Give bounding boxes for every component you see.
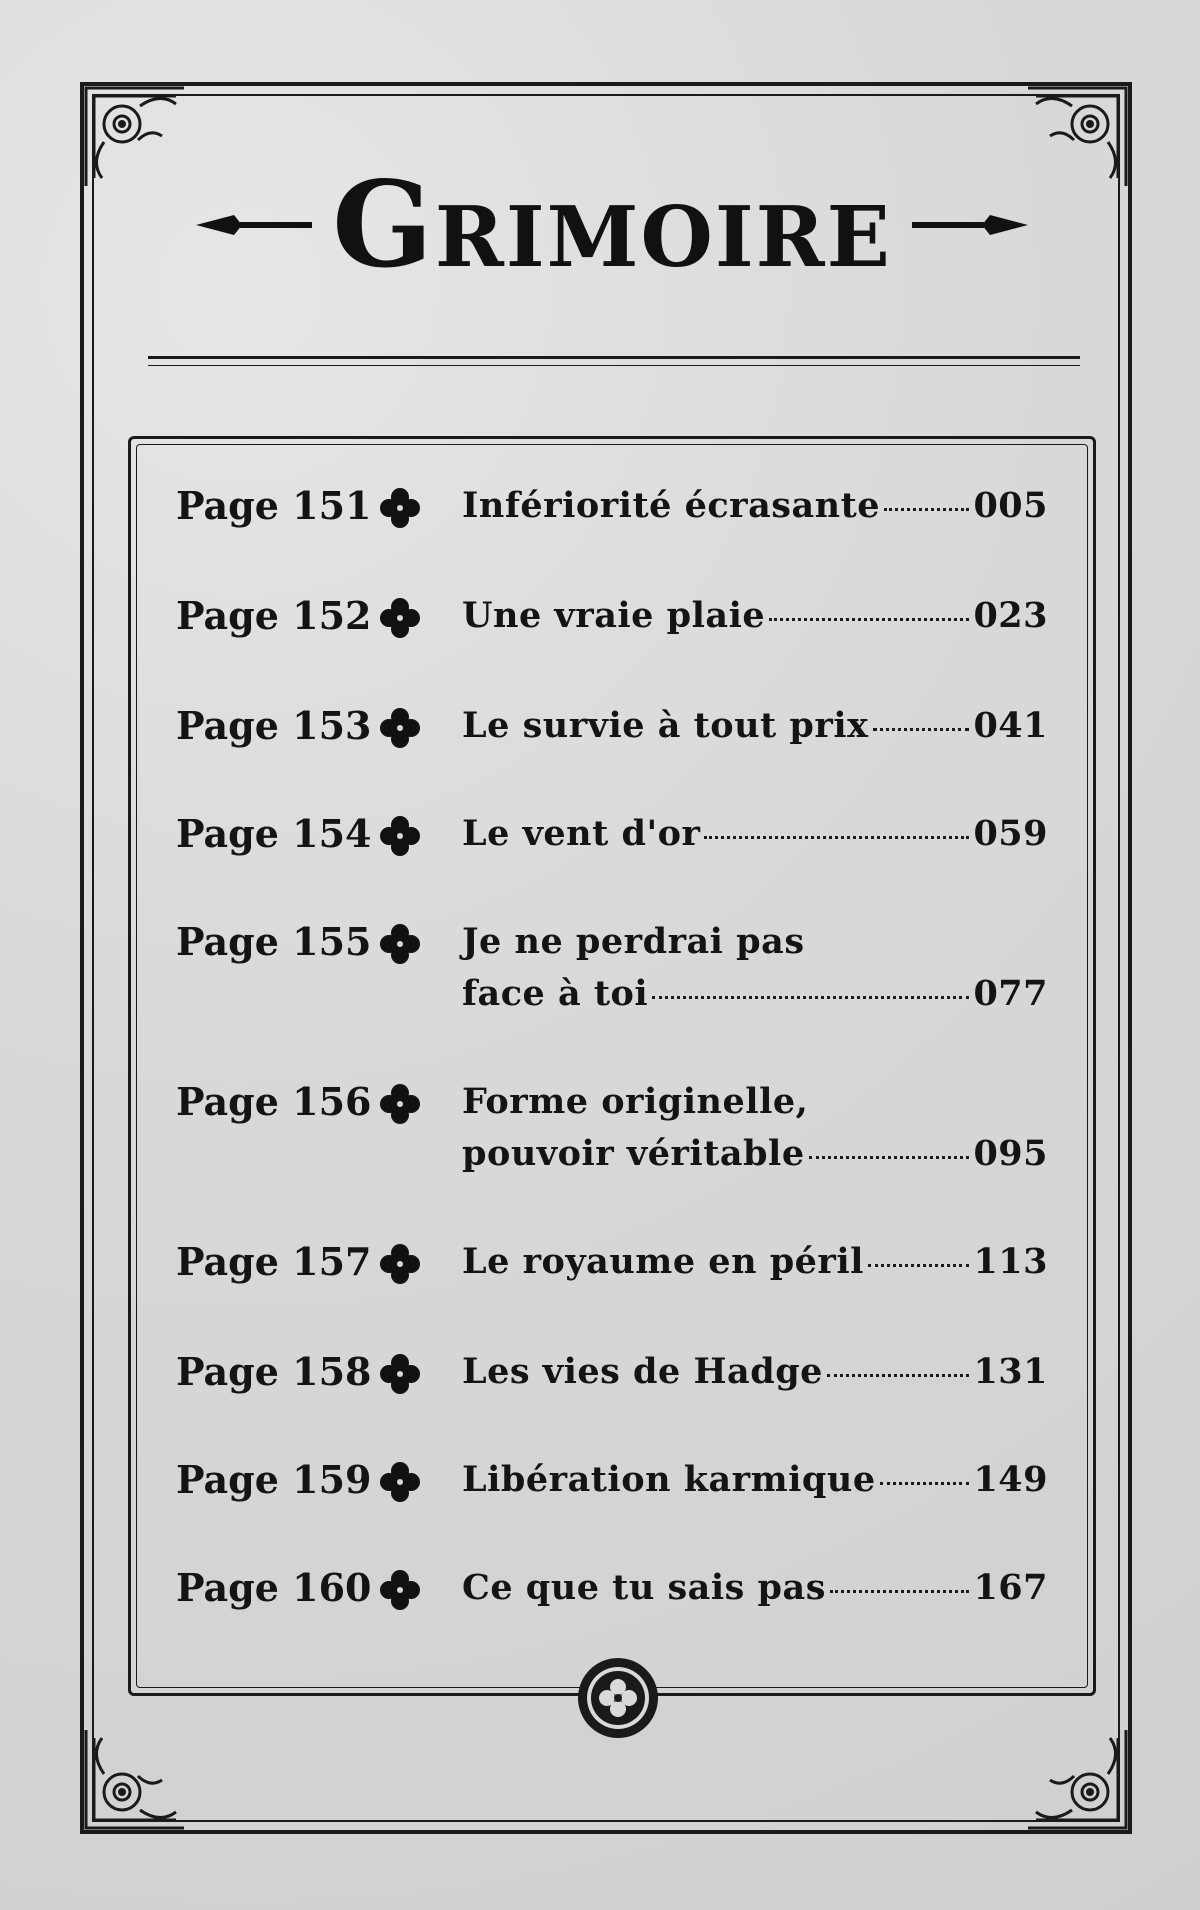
toc-entry-page-number: 005 — [973, 485, 1048, 526]
toc-entry-title-text: Le royaume en péril — [462, 1241, 864, 1282]
toc-entry-label: Page 157 — [176, 1239, 372, 1284]
toc-entry-title — [462, 700, 1048, 752]
toc-entry-line — [462, 1346, 1048, 1398]
dot-leader — [830, 1590, 970, 1593]
title-divider — [148, 356, 1080, 366]
toc-entry-label: Page 158 — [176, 1349, 372, 1394]
toc-entry-page-number: 167 — [973, 1567, 1048, 1608]
toc-entry-label: Page 156 — [176, 1079, 372, 1124]
toc-entry-title — [462, 916, 1048, 1020]
toc-entry-title — [462, 1236, 1048, 1288]
clover-icon — [378, 1568, 422, 1612]
clover-icon — [378, 1460, 422, 1504]
toc-entry-line — [462, 968, 1048, 1020]
toc-entry-page-number: 059 — [973, 813, 1048, 854]
toc-entry-page-number: 077 — [973, 973, 1048, 1014]
filigree-corner-icon — [1022, 1724, 1132, 1834]
clover-icon — [378, 706, 422, 750]
toc-entry-title-text: Les vies de Hadge — [462, 1351, 823, 1392]
dot-leader — [809, 1156, 970, 1159]
toc-entry-line — [462, 1454, 1048, 1506]
toc-entry-line — [462, 1128, 1048, 1180]
toc-entry-page-number: 095 — [973, 1133, 1048, 1174]
toc-entry-line — [462, 1562, 1048, 1614]
toc-entry-label: Page 153 — [176, 703, 372, 748]
clover-medallion-icon — [576, 1656, 660, 1740]
toc-entry-line — [462, 590, 1048, 642]
toc-entry-title-text: face à toi — [462, 973, 649, 1014]
toc-entry-page-number: 023 — [973, 595, 1048, 636]
toc-entry-line — [462, 480, 1048, 532]
dot-leader — [884, 508, 969, 511]
toc-entry-title-text: Je ne perdrai pas — [462, 921, 805, 962]
toc-entry-title-text: Une vraie plaie — [462, 595, 766, 636]
toc-entry-label: Page 152 — [176, 593, 372, 638]
clover-icon — [378, 486, 422, 530]
filigree-corner-icon — [80, 1724, 190, 1834]
toc-entry-line — [462, 1236, 1048, 1288]
clover-icon — [378, 1082, 422, 1126]
clover-icon — [378, 1352, 422, 1396]
title-left-ornament-icon — [194, 205, 314, 245]
dot-leader — [704, 836, 969, 839]
toc-entry-title-text: Le vent d'or — [462, 813, 701, 854]
toc-entry-page-number: 149 — [973, 1459, 1048, 1500]
toc-entry-title-text: Ce que tu sais pas — [462, 1567, 826, 1608]
toc-entry-page-number: 041 — [973, 705, 1048, 746]
dot-leader — [827, 1374, 969, 1377]
toc-entry-label: Page 160 — [176, 1565, 372, 1610]
toc-entry-label: Page 155 — [176, 919, 372, 964]
dot-leader — [652, 996, 969, 999]
page-title: Grimoire — [332, 155, 892, 294]
clover-icon — [378, 1242, 422, 1286]
clover-icon — [378, 922, 422, 966]
toc-entry-title — [462, 480, 1048, 532]
clover-icon — [378, 814, 422, 858]
toc-entry-line — [462, 916, 1048, 968]
title-right-ornament-icon — [910, 205, 1030, 245]
toc-entry-title — [462, 1076, 1048, 1180]
toc-entry-label: Page 159 — [176, 1457, 372, 1502]
toc-entry-line — [462, 1076, 1048, 1128]
toc-entry-label: Page 151 — [176, 483, 372, 528]
title-row — [140, 150, 1084, 300]
toc-entry-page-number: 131 — [973, 1351, 1048, 1392]
toc-entry-title — [462, 1562, 1048, 1614]
toc-entry-title-text: Forme originelle, — [462, 1081, 809, 1122]
toc-entry-title-text: Infériorité écrasante — [462, 485, 881, 526]
toc-entry-title — [462, 1346, 1048, 1398]
toc-entry-title-text: Le survie à tout prix — [462, 705, 869, 746]
toc-entry-title — [462, 1454, 1048, 1506]
toc-entry-line — [462, 808, 1048, 860]
toc-entry-page-number: 113 — [973, 1241, 1048, 1282]
dot-leader — [880, 1482, 970, 1485]
dot-leader — [868, 1264, 969, 1267]
toc-entry-title — [462, 808, 1048, 860]
toc-entry-title-text: Libération karmique — [462, 1459, 876, 1500]
dot-leader — [769, 618, 969, 621]
toc-entry-title-text: pouvoir véritable — [462, 1133, 805, 1174]
clover-icon — [378, 596, 422, 640]
toc-entry-label: Page 154 — [176, 811, 372, 856]
toc-entry-line — [462, 700, 1048, 752]
toc-entry-title — [462, 590, 1048, 642]
dot-leader — [873, 728, 970, 731]
